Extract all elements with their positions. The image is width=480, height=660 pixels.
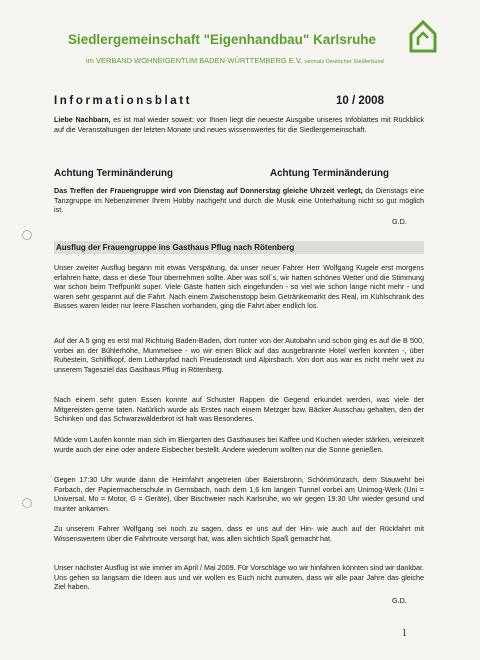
org-name: Siedlergemeinschaft "Eigenhandbau" Karlsruhe: [67, 32, 377, 47]
notice-heading-right: Achtung Terminänderung: [270, 168, 390, 179]
article-paragraph: Zu unserem Fahrer Wolfgang sei noch zu sagen, dass er uns auf der Hin- wie auch auf der Rückfahrt mit Wissenswertem über die Fahrtroute versorgt hat, was allen sichtlich Spaß gemacht hat.: [54, 524, 424, 543]
page-number: 1: [402, 628, 407, 639]
article-paragraph: Unser zweiter Ausflug begann mit etwas Verspätung, da unser neuer Fahrer Herr Wolfgang Kugele erst morgens erfahren hatte, dass er diese Tour übernehmen sollte. Aber was soll´s, wir hatten schönes Wetter und die Stimmung war schon beim Treffpunkt super. Viele Gäste hatten sich eingefunden - so viel wie schon lange nicht mehr - und waren sehr gespannt auf die Fahrt. Nach einem Zwischenstopp beim Getränkemarkt des Real, im Kühlschrank des Busses waren leider nur leere Flaschen vorhanden, ging die Fahrt aber endlich los.: [54, 263, 424, 311]
org-subtitle-main: im VERBAND WOHNEIGENTUM BADEN-WÜRTTEMBERG E.V.: [86, 56, 303, 65]
intro-text: es ist mal wieder soweit: vor Ihnen liegt die neueste Ausgabe unseres Infoblattes mit Rückblick auf die Veranstaltungen der letzten Monate und neues wissenswertes für die Siedlergemeinschaft.: [54, 115, 425, 134]
document-title: Informationsblatt: [54, 95, 193, 107]
article-title: Ausflug der Frauengruppe ins Gasthaus Pflug nach Rötenberg: [56, 243, 295, 252]
org-subtitle-small: vormals Deutscher Siedlerbund: [304, 59, 384, 65]
notice-signature: G.D.: [392, 217, 407, 226]
punch-hole: [22, 230, 32, 240]
salutation: Liebe Nachbarn,: [54, 115, 111, 124]
article-paragraph: Gegen 17:30 Uhr wurde dann die Heimfahrt angetreten über Baiersbronn, Schönmünzach, dem Stauwehr bei Forbach, der Papiermacherschule in Gernsbach, nach dem 1,6 km langen Tunnel vorbei am Unimog-Werk (Uni = Universal, Mo = Motor, G = Geräte), über Bischweier nach Karlsruhe, wo wir gegen 19:30 Uhr wieder gesund und munter ankamen.: [54, 475, 424, 513]
article-paragraph: Nach einem sehr guten Essen konnte auf Schuster Rappen die Gegend erkundet werden, was viele der Mitgereisten gerne taten. Natürlich wurde als Erstes nach einem Metzger bzw. Bäcker Ausschau gehalten, den der Schinken und das Schwarzwälderbrot ist halt was Besonderes.: [54, 395, 424, 424]
punch-hole: [22, 498, 32, 508]
intro-paragraph: [54, 115, 424, 134]
article-paragraph: Unser nächster Ausflug ist wie immer im April / Mai 2009. Für Vorschläge wo wir hinfahren könnten sind wir dankbar. Uns gehen so langsam die Ideen aus und wir wollen es Euch nicht zumuten, dass wir alle paar Jahre das gleiche Ziel haben.: [54, 563, 424, 592]
article-paragraph: Auf der A 5 ging es erst mal Richtung Baden-Baden, dort runter von der Autobahn und schon ging es auf die B 500, vorbei an der Bühlerhöhe, Mummelsee - wo wir einen Blick auf das ausgebrannte Hotel werfen konnten -, über Ruhestein, Schliffkopf, dem Lotharpfad nach Freudenstadt und Alpirsbach. Von dort aus war es nicht mehr weit zu unserem Tagesziel das Gasthaus Pflug in Rötenberg.: [54, 336, 424, 374]
notice-paragraph: [54, 186, 424, 215]
notice-heading-left: Achtung Terminänderung: [54, 168, 174, 179]
notice-bold-text: Das Treffen der Frauengruppe wird von Dienstag auf Donnerstag gleiche Uhrzeit verlegt,: [54, 186, 363, 195]
article-paragraph: Müde vom Laufen konnte man sich im Biergarten des Gasthauses bei Kaffee und Kuchen wieder stärken, vereinzelt wurde auch der eine oder andere Eisbecher bestellt. Andere wiederum wollten nur die Sonne genießen.: [54, 435, 424, 454]
org-subtitle: [86, 56, 384, 65]
notice-text: da Dienstags eine Tanzgruppe im Nebenzimmer Ihrem Hobby nachgeht und durch die Musik eine Unterhaltung nicht so gut möglich ist.: [54, 186, 424, 215]
article-signature: G.D.: [392, 596, 407, 605]
issue-number: 10 / 2008: [336, 95, 384, 107]
house-logo-icon: [408, 18, 438, 54]
